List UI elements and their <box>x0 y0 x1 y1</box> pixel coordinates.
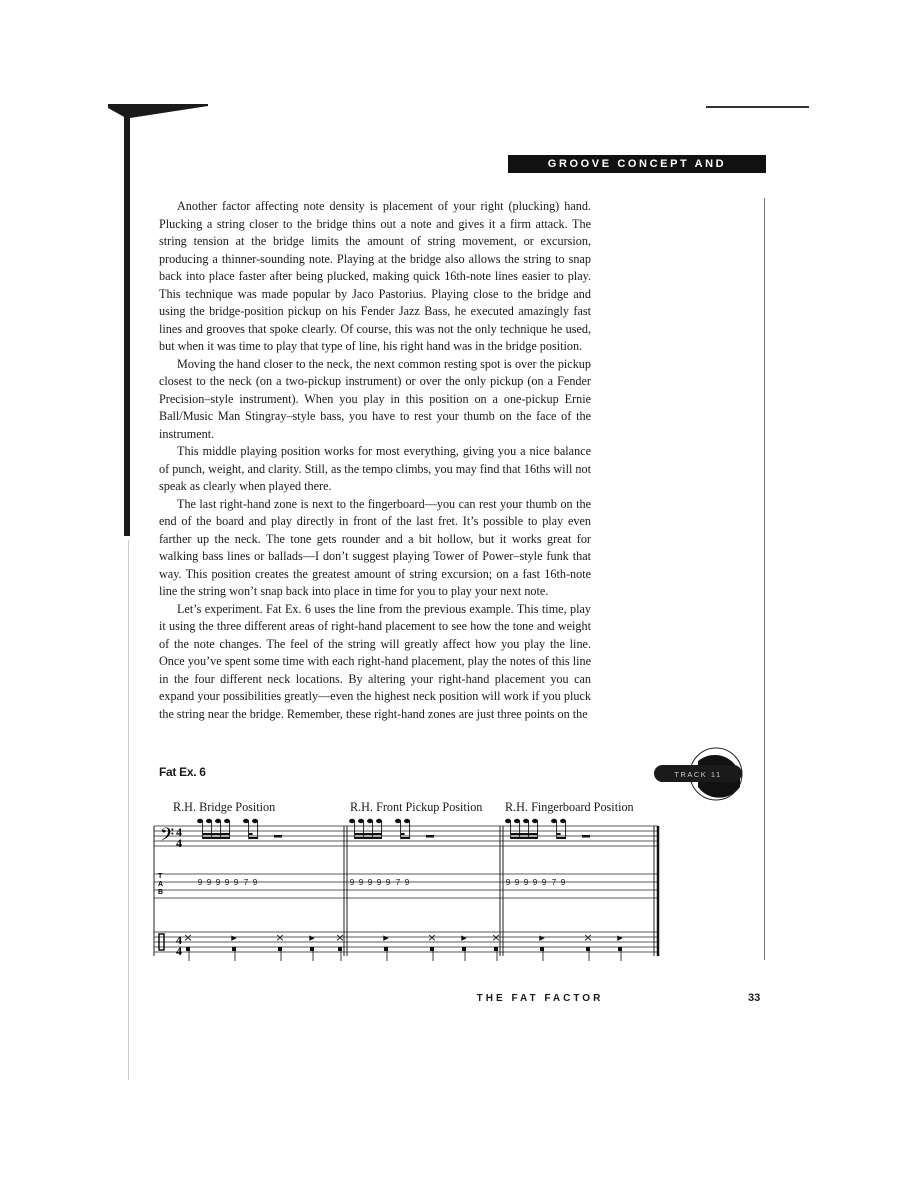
position-label-fingerboard: R.H. Fingerboard Position <box>505 800 634 814</box>
hi-hat-note: × <box>183 931 193 944</box>
snare-note: ▸ <box>461 931 467 944</box>
tab-fret-number: 7 <box>551 877 557 887</box>
tab-fret-number: 9 <box>367 877 373 887</box>
tab-fret-number: 9 <box>541 877 547 887</box>
bass-clef-icon: 𝄢 <box>160 825 175 850</box>
half-rest <box>426 835 434 838</box>
tab-fret-number: 9 <box>233 877 239 887</box>
rhythm-staff <box>154 932 658 952</box>
crop-mark-top-left <box>108 104 208 118</box>
snare-note: ▸ <box>383 931 389 944</box>
beam <box>511 837 538 839</box>
example-title: Fat Ex. 6 <box>159 765 206 779</box>
hi-hat-note: × <box>491 931 501 944</box>
beam <box>249 833 253 835</box>
tab-fret-number: 9 <box>349 877 355 887</box>
kick-note <box>586 947 590 951</box>
tab-fret-number: 9 <box>224 877 230 887</box>
kick-note <box>618 947 622 951</box>
beam <box>511 833 538 835</box>
notehead <box>252 819 258 823</box>
tab-fret-number: 9 <box>523 877 529 887</box>
kick-note <box>540 947 544 951</box>
tab-fret-number: 9 <box>385 877 391 887</box>
tab-fret-number: 7 <box>243 877 249 887</box>
paragraph: Another factor affecting note density is placement of your right (plucking) hand. Plucking a string closer to the bridge thins out a note and gives it a firm attack. The string tension at the bridge limits the amount of string movement, or excursion, producing a thinner-sounding note. Playing at the bridge also allows the string to snap back into place faster after being plucked, making quick 16th-note lines easier to play. This technique was made popular by Jaco Pastorius. Playing close to the bridge and using the bridge-position pickup on his Fender Jazz Bass, he executed amazingly fast lines and grooves that spoke clearly. Of course, this was not the only technique he used, but when it was time to play that type of line, his right hand was in the bridge position. <box>159 199 591 353</box>
tab-fret-number: 9 <box>215 877 221 887</box>
track-badge <box>640 745 746 803</box>
crop-mark-vertical <box>124 116 130 536</box>
half-rest <box>274 835 282 838</box>
notehead <box>197 819 203 823</box>
right-margin-rule <box>764 198 765 960</box>
tab-clef-a: A <box>158 881 164 888</box>
margin-guide-line <box>128 540 129 1080</box>
notehead <box>243 819 249 823</box>
time-sig-bottom: 4 <box>176 836 182 850</box>
tab-clef-b: B <box>158 889 164 896</box>
beam <box>203 837 230 839</box>
notehead <box>358 819 364 823</box>
position-label-front-pickup: R.H. Front Pickup Position <box>350 800 483 814</box>
notehead <box>532 819 538 823</box>
notehead <box>376 819 382 823</box>
tab-fret-number: 9 <box>252 877 258 887</box>
beam <box>557 837 566 839</box>
notehead <box>367 819 373 823</box>
beam <box>401 837 410 839</box>
paragraph: This middle playing position works for most everything, giving you a nice balance of punch, weight, and clarity. Still, as the tempo climbs, you may find that 16ths will not speak as clearly when played there. <box>159 444 591 493</box>
snare-note: ▸ <box>539 931 545 944</box>
beam <box>401 833 405 835</box>
notehead <box>560 819 566 823</box>
position-label-bridge: R.H. Bridge Position <box>173 800 276 814</box>
tab-fret-number: 9 <box>532 877 538 887</box>
track-label: TRACK 11 <box>674 770 722 779</box>
notehead <box>349 819 355 823</box>
tab-fret-number: 9 <box>560 877 566 887</box>
beam <box>355 837 382 839</box>
notehead <box>224 819 230 823</box>
notehead <box>215 819 221 823</box>
beam <box>203 833 230 835</box>
tab-fret-number: 9 <box>514 877 520 887</box>
tab-fret-number: 9 <box>376 877 382 887</box>
tab-clef-t: T <box>158 873 163 880</box>
notehead <box>404 819 410 823</box>
hi-hat-note: × <box>427 931 437 944</box>
page-number: 33 <box>748 992 761 1004</box>
notehead <box>206 819 212 823</box>
notehead <box>523 819 529 823</box>
music-notation <box>150 816 662 966</box>
notehead <box>505 819 511 823</box>
hi-hat-note: × <box>275 931 285 944</box>
section-header: GROOVE CONCEPT AND DEVELOPMENT <box>508 155 766 173</box>
notehead <box>551 819 557 823</box>
beam <box>249 837 258 839</box>
body-text <box>159 198 591 723</box>
tab-fret-number: 9 <box>404 877 410 887</box>
tab-fret-number: 9 <box>505 877 511 887</box>
hi-hat-note: × <box>583 931 593 944</box>
notehead <box>395 819 401 823</box>
hi-hat-note: × <box>335 931 345 944</box>
half-rest <box>582 835 590 838</box>
time-sig-top: 4 <box>176 933 182 947</box>
paragraph: The last right-hand zone is next to the fingerboard—you can rest your thumb on the end of the board and play directly in front of the last fret. It’s possible to play even farther up the neck. The tone gets rounder and a bit hollow, but it works great for walking bass lines or ballads—I don’t suggest playing Tower of Power–style funk that way. This position creates the greatest amount of string excursion; on a fast 16th-note line the string won’t snap back into place in time for you to play your next note. <box>159 496 591 598</box>
notehead <box>514 819 520 823</box>
snare-note: ▸ <box>617 931 623 944</box>
tab-fret-number: 9 <box>206 877 212 887</box>
paragraph: Let’s experiment. Fat Ex. 6 uses the line from the previous example. This time, play it using the three different areas of right-hand placement to see how the tone and weight of the note changes. The feel of the string will greatly affect how you play the line. Once you’ve spent some time with each right-hand placement, play the notes of this line in the four different neck locations. By altering your right-hand placement you can expand your possibilities greatly—even the highest neck position will work if you pluck the string near the bridge. Remember, these right-hand zones are just three points on the <box>159 601 591 721</box>
tab-fret-number: 9 <box>358 877 364 887</box>
snare-note: ▸ <box>231 931 237 944</box>
paragraph: Moving the hand closer to the neck, the next common resting spot is over the pickup closest to the neck (on a two-pickup instrument) or over the only pickup (on a Fender Precision–style instrument). When you play in this position on a one-pickup Ernie Ball/Music Man Stingray–style bass, you have to rest your thumb on the face of the instrument. <box>159 356 591 441</box>
beam <box>557 833 561 835</box>
time-sig-top: 4 <box>176 825 182 839</box>
tab-fret-number: 9 <box>197 877 203 887</box>
barlines <box>154 826 658 956</box>
crop-mark-top-right <box>706 106 809 108</box>
time-sig-bottom: 4 <box>176 944 182 958</box>
snare-note: ▸ <box>309 931 315 944</box>
footer-book-title: THE FAT FACTOR <box>476 993 604 1004</box>
tab-fret-number: 7 <box>395 877 401 887</box>
beam <box>355 833 382 835</box>
